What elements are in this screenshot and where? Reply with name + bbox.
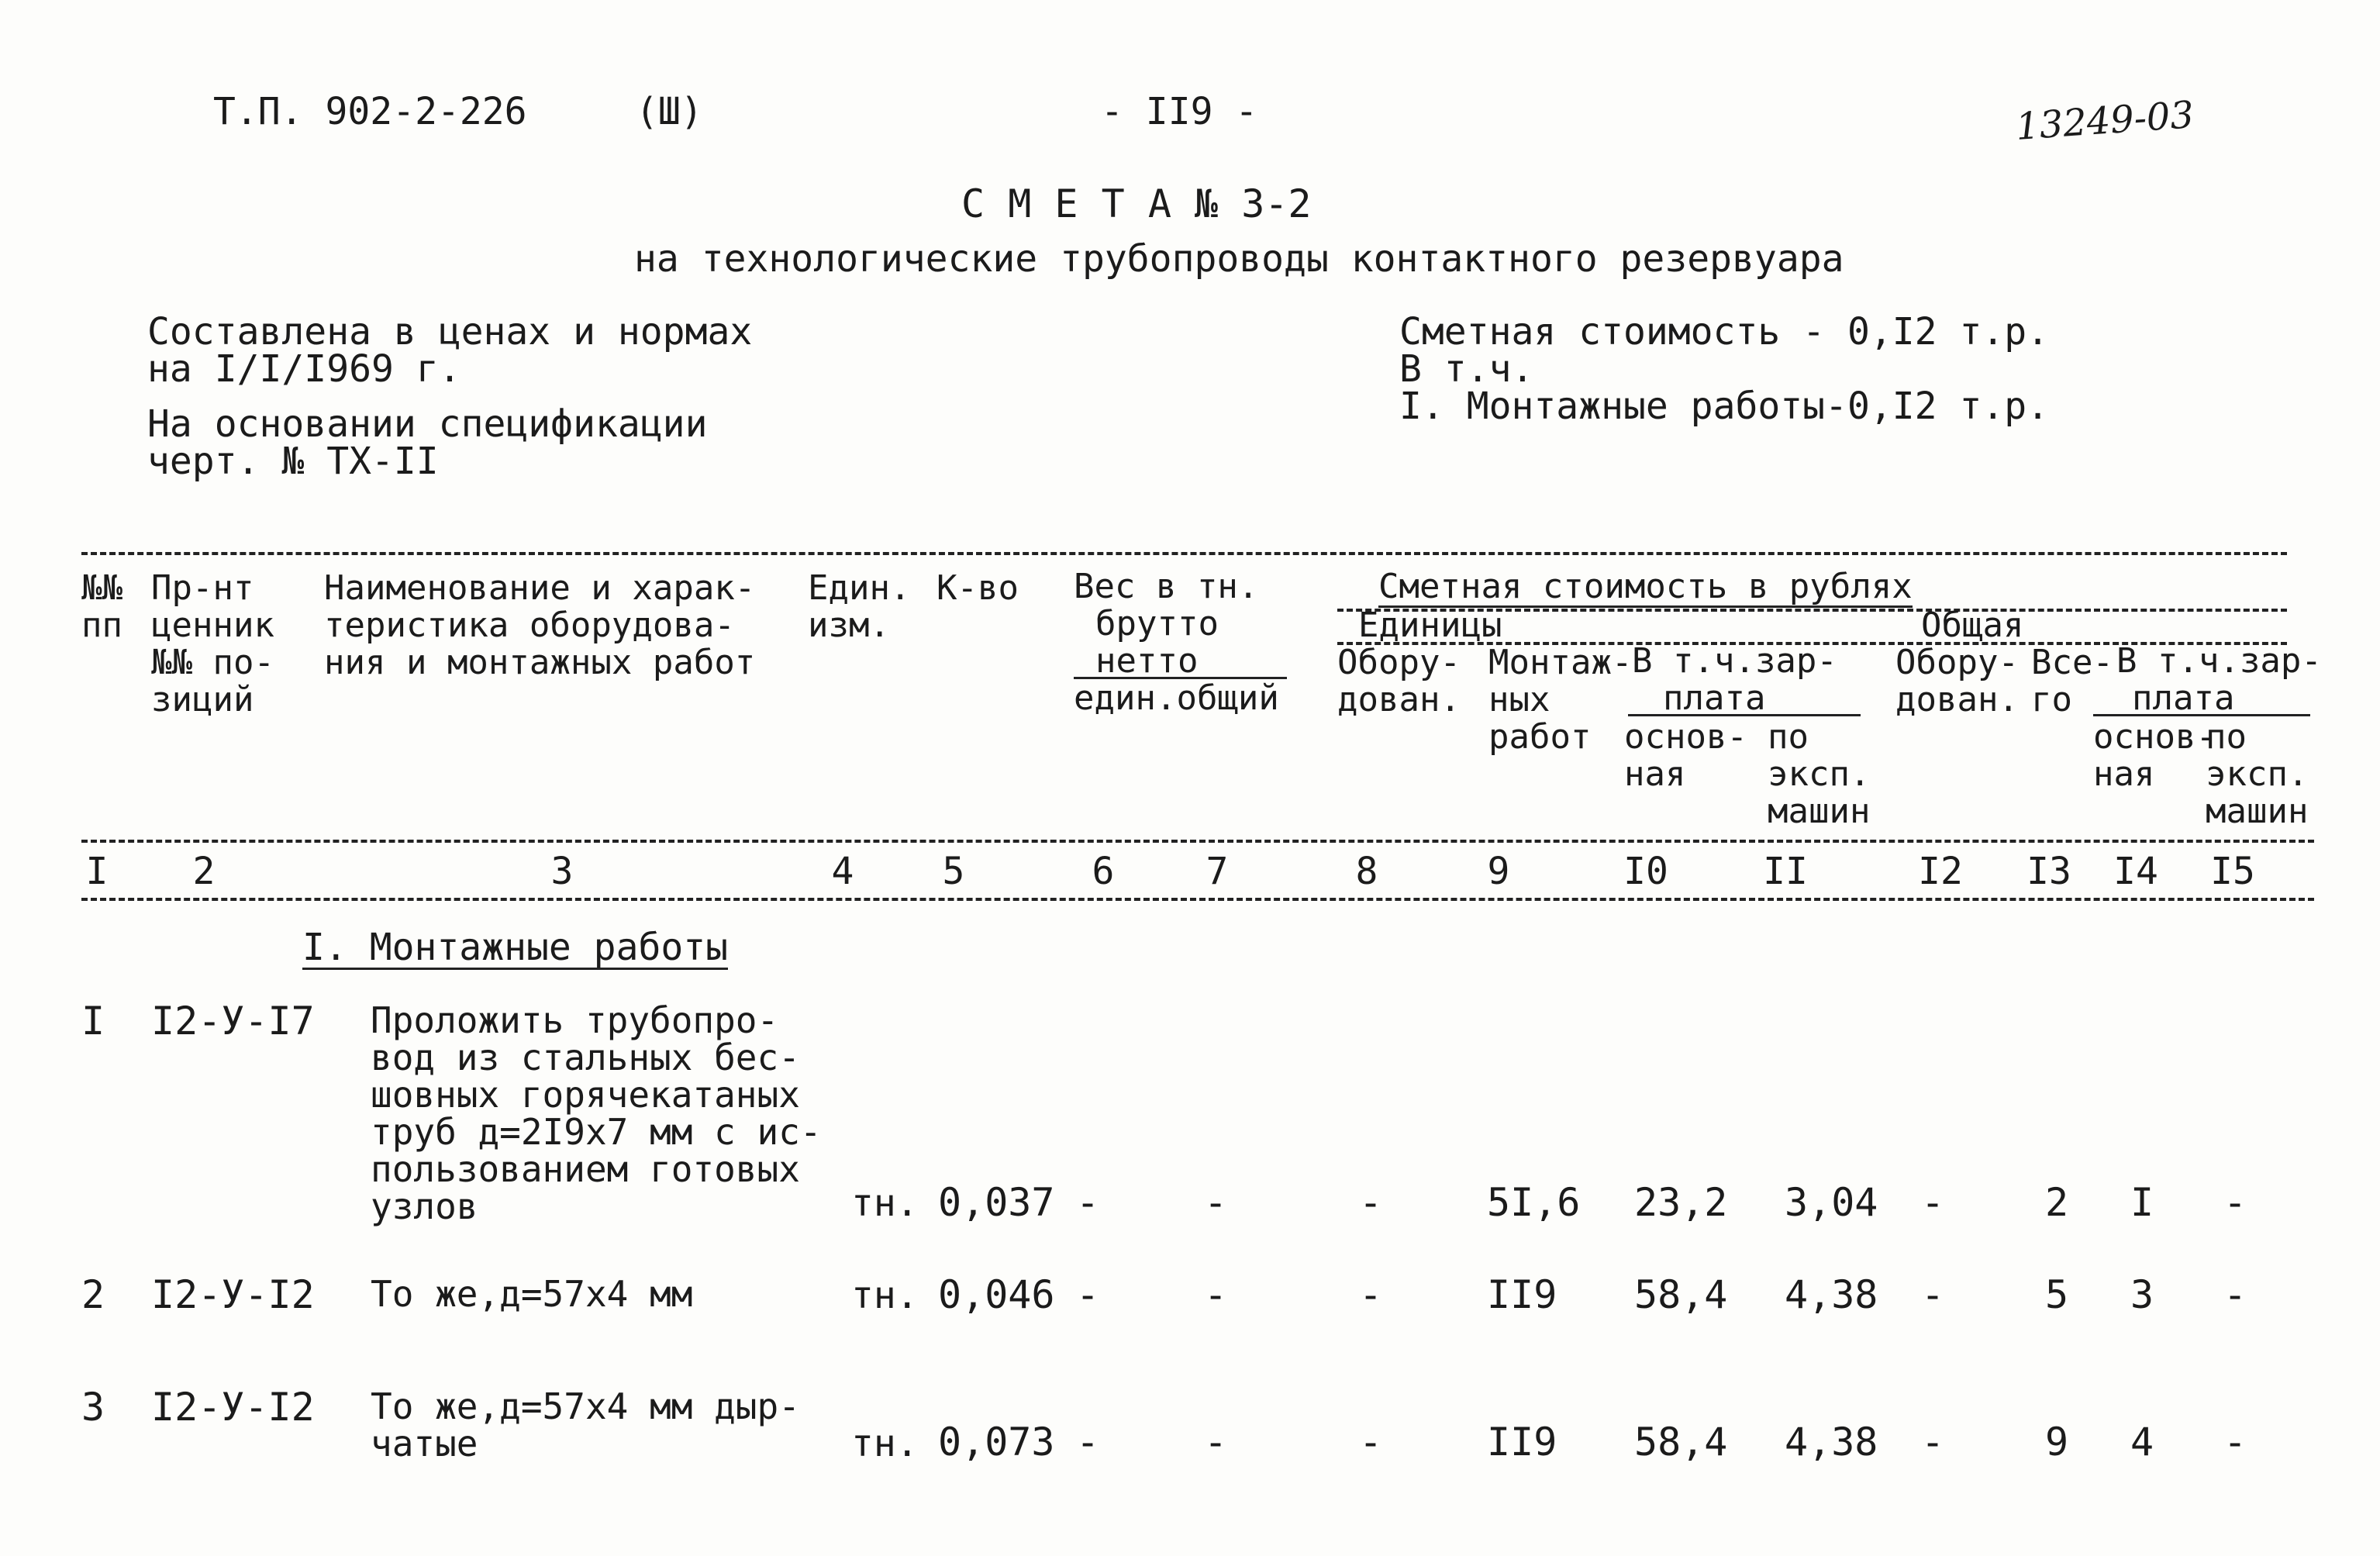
header-col-price-ref: Пр-нт ценник №№ по- зиций: [151, 568, 274, 719]
header-total-group: Общая: [1921, 605, 2024, 645]
row-basic-wage-total: I: [2130, 1180, 2154, 1225]
row-equipment-total: -: [1921, 1420, 1945, 1465]
row-weight-total: -: [1204, 1420, 1228, 1465]
row-description: Проложить трубопро- вод из стальных бес- шовных горячекатаных труб д=2I9х7 мм с ис- пользованием готовых узлов: [371, 999, 822, 1227]
row-weight-unit: -: [1076, 1180, 1100, 1225]
row-quantity: 0,037: [938, 1180, 1055, 1225]
row-all-total: 5: [2045, 1272, 2069, 1317]
header-weight-sub: един.общий: [1074, 678, 1279, 718]
row-description: То же,д=57х4 мм дыр- чатые: [371, 1385, 800, 1465]
header-weight-brutto: брутто: [1095, 604, 1219, 643]
row-weight-unit: -: [1076, 1272, 1100, 1317]
including-line: В т.ч.: [1399, 347, 1534, 391]
wage-unit-rule: [1628, 714, 1861, 716]
header-col-quantity: К-во: [936, 568, 1019, 608]
row-weight-unit: -: [1076, 1420, 1100, 1465]
row-all-total: 2: [2045, 1180, 2069, 1225]
prices-basis-line2: на I/I/I969 г.: [147, 347, 461, 391]
header-all-total: Все- го: [2031, 643, 2113, 719]
row-basic-wage-total: 4: [2130, 1420, 2154, 1465]
row-machine-wage-unit: 4,38: [1785, 1420, 1878, 1465]
colnum-8: 8: [1355, 850, 1378, 893]
header-wage-plata-total: плата: [2132, 678, 2235, 718]
row-machine-wage-unit: 4,38: [1785, 1272, 1878, 1317]
row-weight-total: -: [1204, 1180, 1228, 1225]
row-equipment-unit: -: [1359, 1420, 1383, 1465]
row-installation-unit: II9: [1487, 1272, 1557, 1317]
row-number: I: [81, 999, 105, 1044]
wage-total-rule: [2093, 714, 2310, 716]
header-machine-wage-total: по эксп. машин: [2206, 717, 2309, 831]
colnum-2: 2: [192, 850, 216, 893]
row-description: То же,д=57х4 мм: [371, 1273, 693, 1315]
page-number: - II9 -: [1101, 90, 1258, 133]
colnum-12: I2: [1918, 850, 1963, 893]
header-col-name: Наименование и харак- теристика оборудова- ния и монтажных работ: [324, 568, 756, 682]
row-machine-wage-total: -: [2223, 1180, 2247, 1225]
row-equipment-total: -: [1921, 1272, 1945, 1317]
row-price-ref: I2-У-I7: [151, 999, 315, 1044]
row-equipment-unit: -: [1359, 1180, 1383, 1225]
header-equipment-unit: Обору- дован.: [1337, 643, 1461, 719]
colnum-3: 3: [550, 850, 574, 893]
row-machine-wage-total: -: [2223, 1420, 2247, 1465]
row-quantity: 0,073: [938, 1420, 1055, 1465]
row-weight-total: -: [1204, 1272, 1228, 1317]
estimate-title: С М Е Т А № 3-2: [961, 181, 1312, 226]
header-col-unit: Един. изм.: [808, 568, 911, 645]
table-top-rule: [81, 552, 2287, 555]
header-installation-unit: Монтаж- ных работ: [1488, 643, 1633, 757]
section-title: I. Монтажные работы: [302, 926, 729, 969]
prices-basis-line1: Составлена в ценах и нормах: [147, 310, 753, 354]
row-price-ref: I2-У-I2: [151, 1385, 315, 1430]
row-installation-unit: II9: [1487, 1420, 1557, 1465]
row-unit: тн.: [851, 1422, 919, 1465]
specification-line2: черт. № ТХ-II: [147, 440, 439, 483]
row-equipment-total: -: [1921, 1180, 1945, 1225]
row-number: 2: [81, 1272, 105, 1317]
header-col-number: №№ пп: [81, 568, 122, 645]
colnum-11: II: [1763, 850, 1808, 893]
header-machine-wage-unit: по эксп. машин: [1768, 717, 1871, 831]
archive-number: 13249-03: [2014, 93, 2195, 149]
document-code: Т.П. 902-2-226: [213, 90, 527, 133]
header-basic-wage-unit: основ- ная: [1624, 717, 1747, 794]
colnum-5: 5: [942, 850, 965, 893]
row-basic-wage-total: 3: [2130, 1272, 2154, 1317]
header-unit-group: Единицы: [1358, 605, 1502, 645]
specification-line1: На основании спецификации: [147, 402, 708, 446]
row-unit: тн.: [851, 1182, 919, 1225]
colnum-13: I3: [2026, 850, 2071, 893]
colnum-4: 4: [831, 850, 854, 893]
row-quantity: 0,046: [938, 1272, 1055, 1317]
row-basic-wage-unit: 58,4: [1634, 1272, 1728, 1317]
row-all-total: 9: [2045, 1420, 2069, 1465]
row-machine-wage-total: -: [2223, 1272, 2247, 1317]
header-weight-title: Вес в тн.: [1074, 567, 1259, 606]
row-price-ref: I2-У-I2: [151, 1272, 315, 1317]
estimate-subtitle: на технологические трубопроводы контактного резервуара: [634, 237, 1844, 281]
colnum-14: I4: [2113, 850, 2158, 893]
header-wage-unit: В т.ч.зар-: [1632, 641, 1837, 681]
row-unit: тн.: [851, 1274, 919, 1317]
row-installation-unit: 5I,6: [1487, 1180, 1581, 1225]
row-basic-wage-unit: 23,2: [1634, 1180, 1728, 1225]
volume-mark: (Ш): [636, 90, 703, 133]
colnum-7: 7: [1206, 850, 1229, 893]
total-cost-line: Сметная стоимость - 0,I2 т.р.: [1399, 310, 2050, 354]
header-cost-title: Сметная стоимость в рублях: [1378, 567, 1913, 606]
colnum-9: 9: [1487, 850, 1510, 893]
colnum-bottom-rule: [81, 898, 2314, 901]
colnum-6: 6: [1092, 850, 1115, 893]
header-basic-wage-total: основ- ная: [2093, 717, 2216, 794]
row-basic-wage-unit: 58,4: [1634, 1420, 1728, 1465]
row-number: 3: [81, 1385, 105, 1430]
header-wage-total: В т.ч.зар-: [2116, 641, 2322, 681]
row-machine-wage-unit: 3,04: [1785, 1180, 1878, 1225]
header-weight-netto: нетто: [1095, 641, 1199, 681]
colnum-10: I0: [1623, 850, 1668, 893]
header-bottom-rule: [81, 840, 2314, 843]
header-equipment-total: Обору- дован.: [1895, 643, 2019, 719]
installation-cost-line: I. Монтажные работы-0,I2 т.р.: [1399, 385, 2050, 428]
header-wage-plata-unit: плата: [1663, 678, 1766, 718]
colnum-1: I: [85, 850, 109, 893]
colnum-15: I5: [2210, 850, 2255, 893]
row-equipment-unit: -: [1359, 1272, 1383, 1317]
